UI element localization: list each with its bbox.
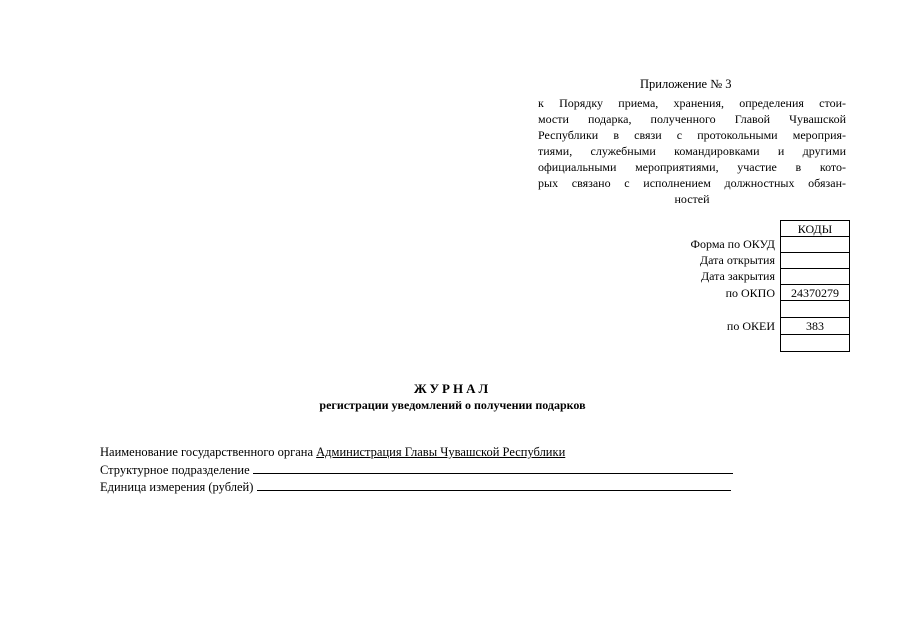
appendix-line: рых связано с исполнением должностных обязан-: [538, 176, 846, 190]
code-cell-blank: [781, 301, 850, 318]
division-blank-line: [253, 462, 733, 474]
code-cell-okpo: 24370279: [781, 285, 850, 301]
appendix-line: тиями, служебными командировками и другими: [538, 144, 846, 158]
appendix-line: официальными мероприятиями, участие в кото-: [538, 160, 846, 174]
appendix-line: к Порядку приема, хранения, определения стои-: [538, 96, 846, 110]
journal-title: ЖУРНАЛ: [413, 381, 492, 396]
appendix-text: [538, 95, 846, 207]
code-cell-blank: [781, 335, 850, 352]
code-cell-close-date: [781, 269, 850, 285]
division-row: [100, 462, 733, 477]
appendix-line: ностей: [674, 192, 710, 206]
appendix-title: Приложение № 3: [640, 77, 732, 91]
code-label-okud: Форма по ОКУД: [690, 237, 775, 251]
unit-blank-line: [257, 479, 731, 491]
organ-row: [100, 446, 565, 459]
code-label-okpo: по ОКПО: [725, 286, 775, 300]
unit-row: [100, 479, 731, 494]
code-cell-open-date: [781, 253, 850, 269]
code-label-open-date: Дата открытия: [699, 253, 775, 267]
code-cell-okud: [781, 237, 850, 253]
code-cell-okei: 383: [781, 318, 850, 335]
appendix-line: мости подарка, полученного Главой Чувашской: [538, 112, 846, 126]
codes-header: КОДЫ: [781, 221, 850, 237]
code-label-okei: по ОКЕИ: [726, 319, 775, 333]
journal-subtitle: регистрации уведомлений о получении подарков: [319, 398, 586, 412]
appendix-line: Республики в связи с протокольными мероприя-: [538, 128, 846, 142]
codes-table: [780, 220, 850, 352]
division-label: Структурное подразделение: [100, 463, 250, 477]
code-label-close-date: Дата закрытия: [700, 269, 775, 283]
organ-label: Наименование государственного органа: [100, 445, 314, 459]
organ-value: Администрация Главы Чувашской Республики: [316, 445, 566, 459]
unit-label: Единица измерения (рублей): [100, 480, 254, 494]
